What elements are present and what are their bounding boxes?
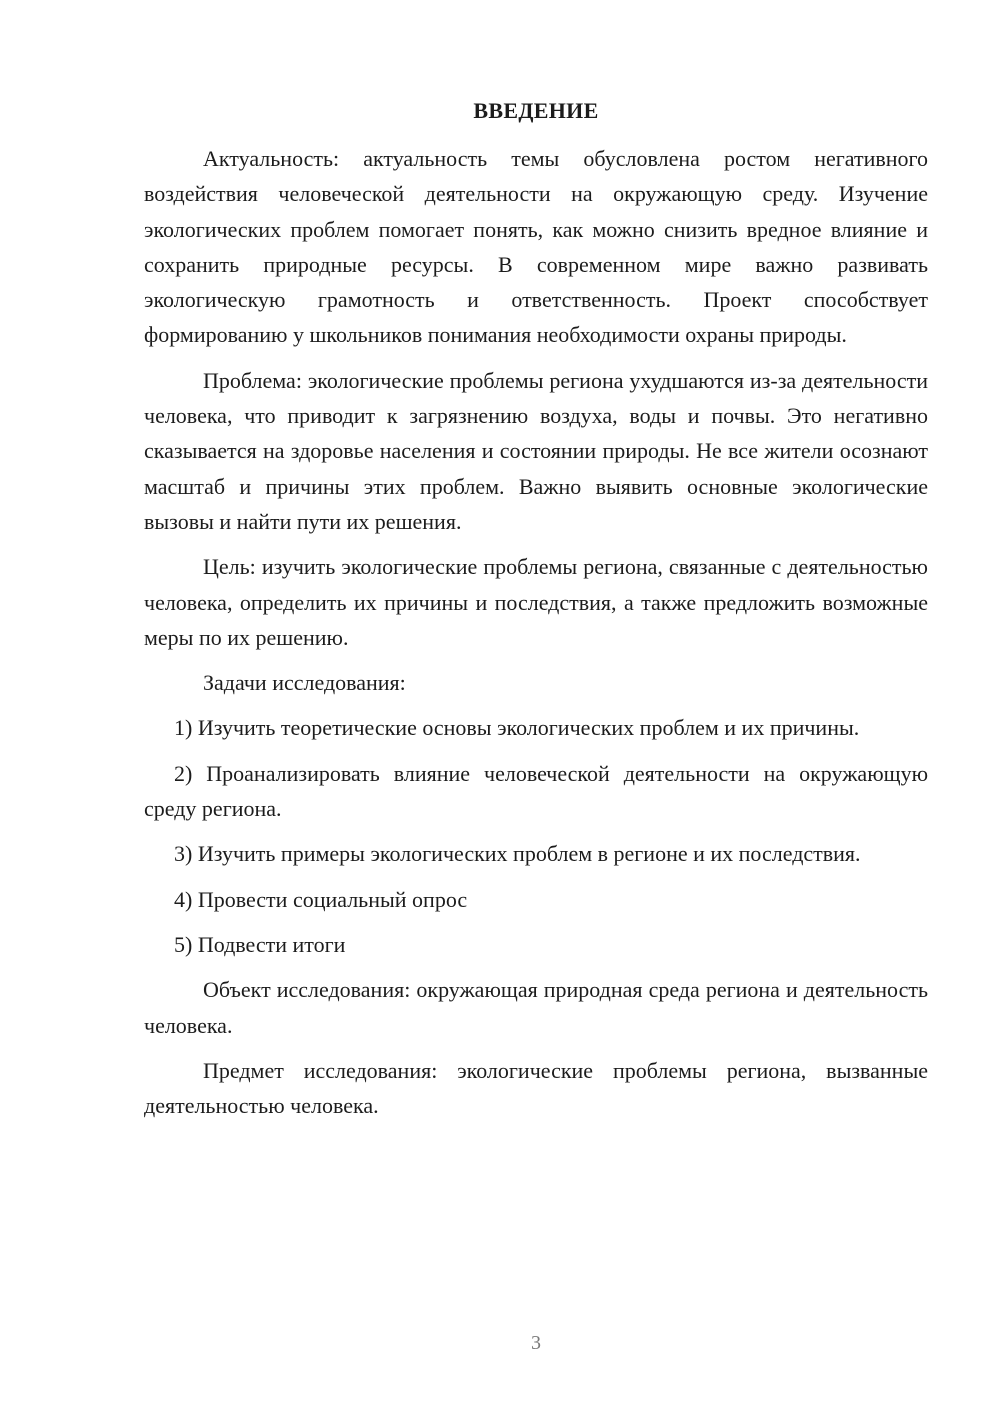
task-item-4: 4) Провести социальный опрос bbox=[174, 886, 468, 912]
problem-paragraph: Проблема: экологические проблемы региона ухудшаются из-за деятельности человека, что приводит к загрязнению воздуха, воды и почвы. Это негативно сказывается на здоровье населения и состоянии природы. Не все жители осознают масштаб и причины этих проблем. Важно выявить основные экологические вызовы и найти пути их решения. bbox=[144, 367, 928, 534]
tasks-heading: Задачи исследования: bbox=[203, 670, 406, 696]
relevance-paragraph: Актуальность: актуальность темы обусловлена ростом негативного воздействия человеческой деятельности на окружающую среду. Изучение экологических проблем помогает понять, как можно снизить вредное влияние и сохранить природные ресурсы. В современном мире важно развивать экологическую грамотность и ответственность. Проект способствует формированию у школьников понимания необходимости охраны природы. bbox=[144, 146, 928, 348]
task-item-1: 1) Изучить теоретические основы экологических проблем и их причины. bbox=[174, 715, 860, 741]
task-item-5: 5) Подвести итоги bbox=[174, 931, 346, 957]
page-title: ВВЕДЕНИЕ bbox=[473, 98, 599, 123]
subject-paragraph: Предмет исследования: экологические проблемы региона, вызванные деятельностью человека. bbox=[144, 1057, 928, 1119]
document-body bbox=[144, 141, 928, 1133]
page-number: 3 bbox=[531, 1332, 541, 1354]
task-item-3: 3) Изучить примеры экологических проблем в регионе и их последствия. bbox=[174, 841, 861, 867]
goal-paragraph: Цель: изучить экологические проблемы региона, связанные с деятельностью человека, определить их причины и последствия, а также предложить возможные меры по их решению. bbox=[144, 554, 928, 650]
task-item-2: 2) Проанализировать влияние человеческой деятельности на окружающую среду региона. bbox=[144, 760, 928, 822]
object-paragraph: Объект исследования: окружающая природная среда региона и деятельность человека. bbox=[144, 977, 928, 1038]
